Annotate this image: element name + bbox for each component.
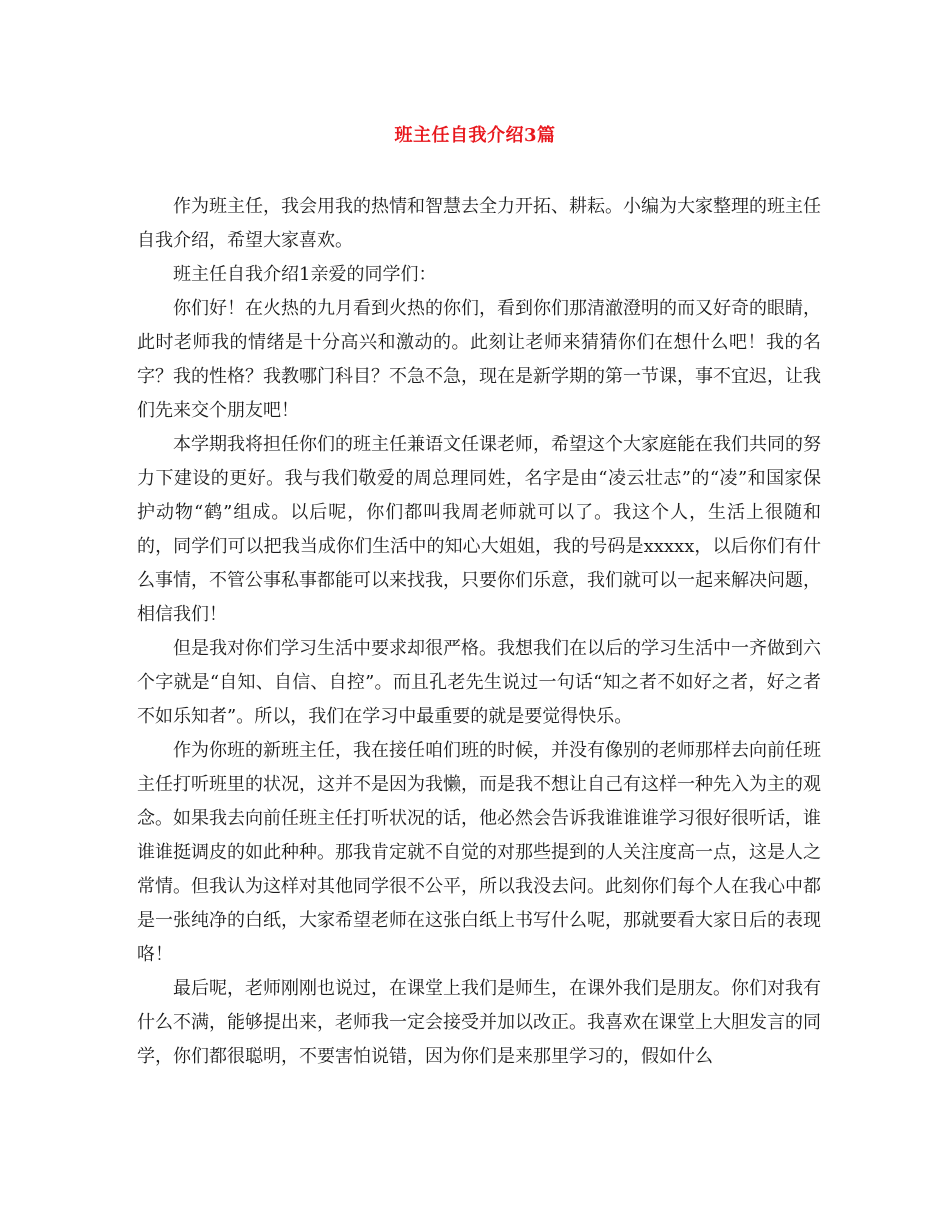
document-body [137, 190, 821, 1074]
paragraph-closing: 最后呢，老师刚刚也说过，在课堂上我们是师生，在课外我们是朋友。你们对我有什么不满，能够提出来，老师我一定会接受并加以改正。我喜欢在课堂上大胆发言的同学，你们都很聪明，不要害怕说错，因为你们是来那里学习的，假如什么 [137, 978, 821, 1067]
paragraph-intro: 作为班主任，我会用我的热情和智慧去全力开拓、耕耘。小编为大家整理的班主任自我介绍，希望大家喜欢。 [137, 196, 821, 251]
document-title: 班主任自我介绍3篇 [394, 125, 556, 146]
paragraph-self-intro: 本学期我将担任你们的班主任兼语文任课老师，希望这个大家庭能在我们共同的努力下建设的更好。我与我们敬爱的周总理同姓，名字是由“凌云壮志”的“凌”和国家保护动物“鹤”组成。以后呢，你们都叫我周老师就可以了。我这个人，生活上很随和的，同学们可以把我当成你们生活中的知心大姐姐，我的号码是xxxxx，以后你们有什么事情，不管公事私事都能可以来找我，只要你们乐意，我们就可以一起来解决问题，相信我们！ [137, 434, 821, 625]
paragraph-greeting: 你们好！在火热的九月看到火热的你们，看到你们那清澈澄明的而又好奇的眼睛，此时老师我的情绪是十分高兴和激动的。此刻让老师来猜猜你们在想什么吧！我的名字？我的性格？我教哪门科目？不急不急，现在是新学期的第一节课，事不宜迟，让我们先来交个朋友吧！ [137, 298, 821, 421]
paragraph-requirements: 但是我对你们学习生活中要求却很严格。我想我们在以后的学习生活中一齐做到六个字就是“自知、自信、自控”。而且孔老先生说过一句话“知之者不如好之者，好之者不如乐知者”。所以，我们在学习中最重要的就是要觉得快乐。 [137, 638, 821, 727]
paragraph-section-heading: 班主任自我介绍1亲爱的同学们： [173, 264, 437, 285]
paragraph-fairness: 作为你班的新班主任，我在接任咱们班的时候，并没有像别的老师那样去向前任班主任打听班里的状况，这并不是因为我懒，而是我不想让自己有这样一种先入为主的观念。如果我去向前任班主任打听状况的话，他必然会告诉我谁谁谁学习很好很听话，谁谁谁挺调皮的如此种种。那我肯定就不自觉的对那些提到的人关注度高一点，这是人之常情。但我认为这样对其他同学很不公平，所以我没去问。此刻你们每个人在我心中都是一张纯净的白纸，大家希望老师在这张白纸上书写什么呢，那就要看大家日后的表现咯！ [137, 740, 821, 965]
